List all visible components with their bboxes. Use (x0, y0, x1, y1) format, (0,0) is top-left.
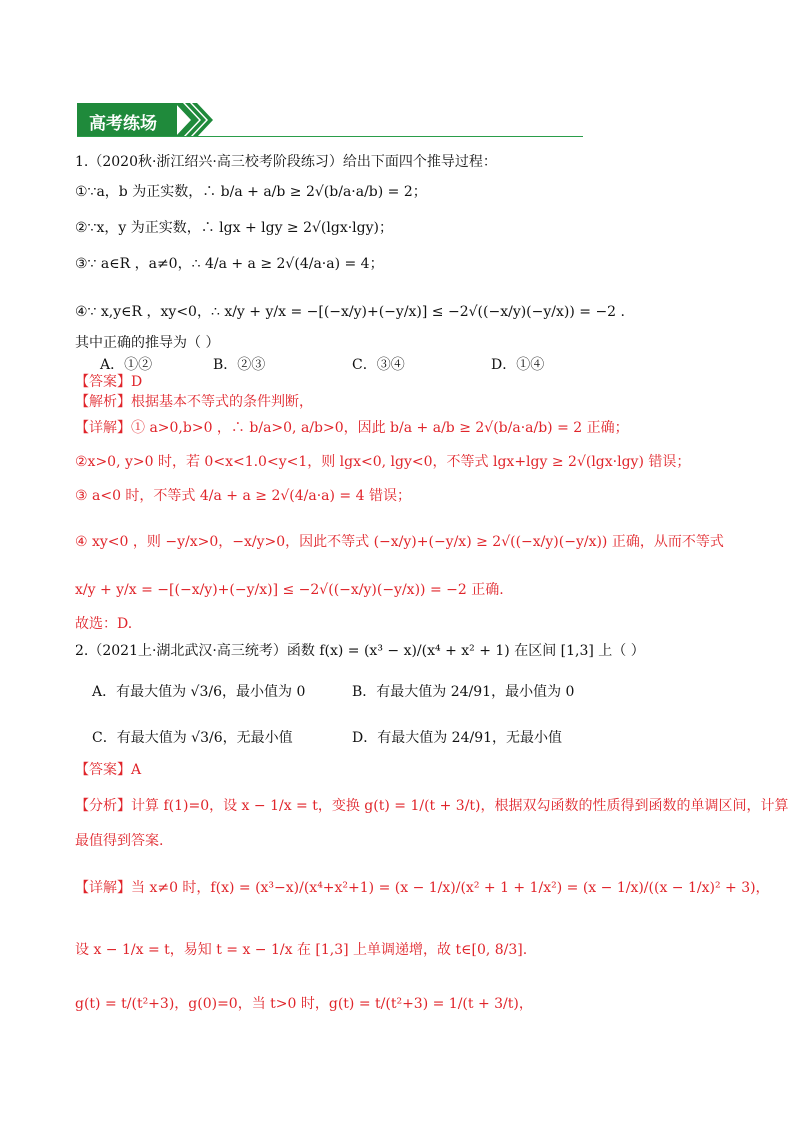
q2-option-d: D．有最大值为 24/91，无最小值 (352, 730, 563, 746)
q1-option-d: D．①④ (491, 357, 545, 373)
q1-option-a: A．①② (100, 357, 153, 373)
q1-premise-2: ②∵x，y 为正实数，∴ lgx + lgy ≥ 2√(lgx·lgy)； (75, 220, 393, 236)
q2-analysis-1: 【分析】计算 f(1)=0，设 x − 1/x = t，变换 g(t) = 1/(t + 3/t)，根据双勾函数的性质得到函数的单调区间，计算 (75, 798, 789, 814)
q1-option-c: C．③④ (352, 357, 405, 373)
q1-detail-5: x/y + y/x = −[(−x/y)+(−y/x)] ≤ −2√((−x/y)(−y/x)) = −2 正确. (75, 582, 504, 598)
q1-option-b: B．②③ (213, 357, 266, 373)
banner-rule (77, 136, 583, 137)
q2-detail-2: 设 x − 1/x = t，易知 t = x − 1/x 在 [1,3] 上单调递增，故 t∈[0, 8/3]. (75, 942, 528, 958)
q1-detail-2: ②x>0, y>0 时，若 0<x<1.0<y<1，则 lgx<0, lgy<0，不等式 lgx+lgy ≥ 2√(lgx·lgy) 错误； (75, 454, 691, 470)
q1-premise-3: ③∵ a∈R ，a≠0，∴ 4/a + a ≥ 2√(4/a·a) = 4； (75, 256, 384, 272)
q1-answer: 【答案】D (75, 374, 143, 390)
q2-option-a: A．有最大值为 √3/6，最小值为 0 (92, 684, 306, 700)
q1-analysis: 【解析】根据基本不等式的条件判断， (75, 394, 313, 410)
q1-detail-1: 【详解】① a>0,b>0 ，∴ b/a>0, a/b>0，因此 b/a + a/b ≥ 2√(b/a·a/b) = 2 正确； (75, 420, 629, 436)
q1-premise-4: ④∵ x,y∈R ，xy<0，∴ x/y + y/x = −[(−x/y)+(−y/x)] ≤ −2√((−x/y)(−y/x)) = −2 . (75, 304, 625, 320)
q1-ask: 其中正确的推导为（ ） (75, 335, 220, 351)
q1-stem: 1.（2020秋·浙江绍兴·高三校考阶段练习）给出下面四个推导过程： (75, 154, 497, 170)
q2-option-c: C．有最大值为 √3/6，无最小值 (92, 730, 293, 746)
q2-answer: 【答案】A (75, 762, 142, 778)
q2-analysis-2: 最值得到答案. (75, 833, 164, 849)
q1-choose: 故选：D. (75, 616, 133, 632)
q2-stem: 2.（2021上·湖北武汉·高三统考）函数 f(x) = (x³ − x)/(x⁴ + x² + 1) 在区间 [1,3] 上（ ） (75, 643, 645, 659)
banner-title: 高考练场 (89, 114, 157, 134)
q1-detail-3: ③ a<0 时，不等式 4/a + a ≥ 2√(4/a·a) = 4 错误； (75, 488, 411, 504)
q2-detail-1: 【详解】当 x≠0 时，f(x) = (x³−x)/(x⁴+x²+1) = (x − 1/x)/(x² + 1 + 1/x²) = (x − 1/x)/((x − 1/x)² + 3)， (75, 880, 770, 896)
q2-detail-3: g(t) = t/(t²+3)，g(0)=0，当 t>0 时，g(t) = t/(t²+3) = 1/(t + 3/t)， (75, 996, 533, 1012)
q2-option-b: B．有最大值为 24/91，最小值为 0 (352, 684, 575, 700)
section-banner (77, 103, 217, 137)
q1-premise-1: ①∵a，b 为正实数，∴ b/a + a/b ≥ 2√(b/a·a/b) = 2； (75, 184, 427, 200)
q1-detail-4: ④ xy<0 ，则 −y/x>0，−x/y>0，因此不等式 (−x/y)+(−y/x) ≥ 2√((−x/y)(−y/x)) 正确，从而不等式 (75, 534, 724, 550)
banner-stripes-icon (175, 103, 220, 137)
